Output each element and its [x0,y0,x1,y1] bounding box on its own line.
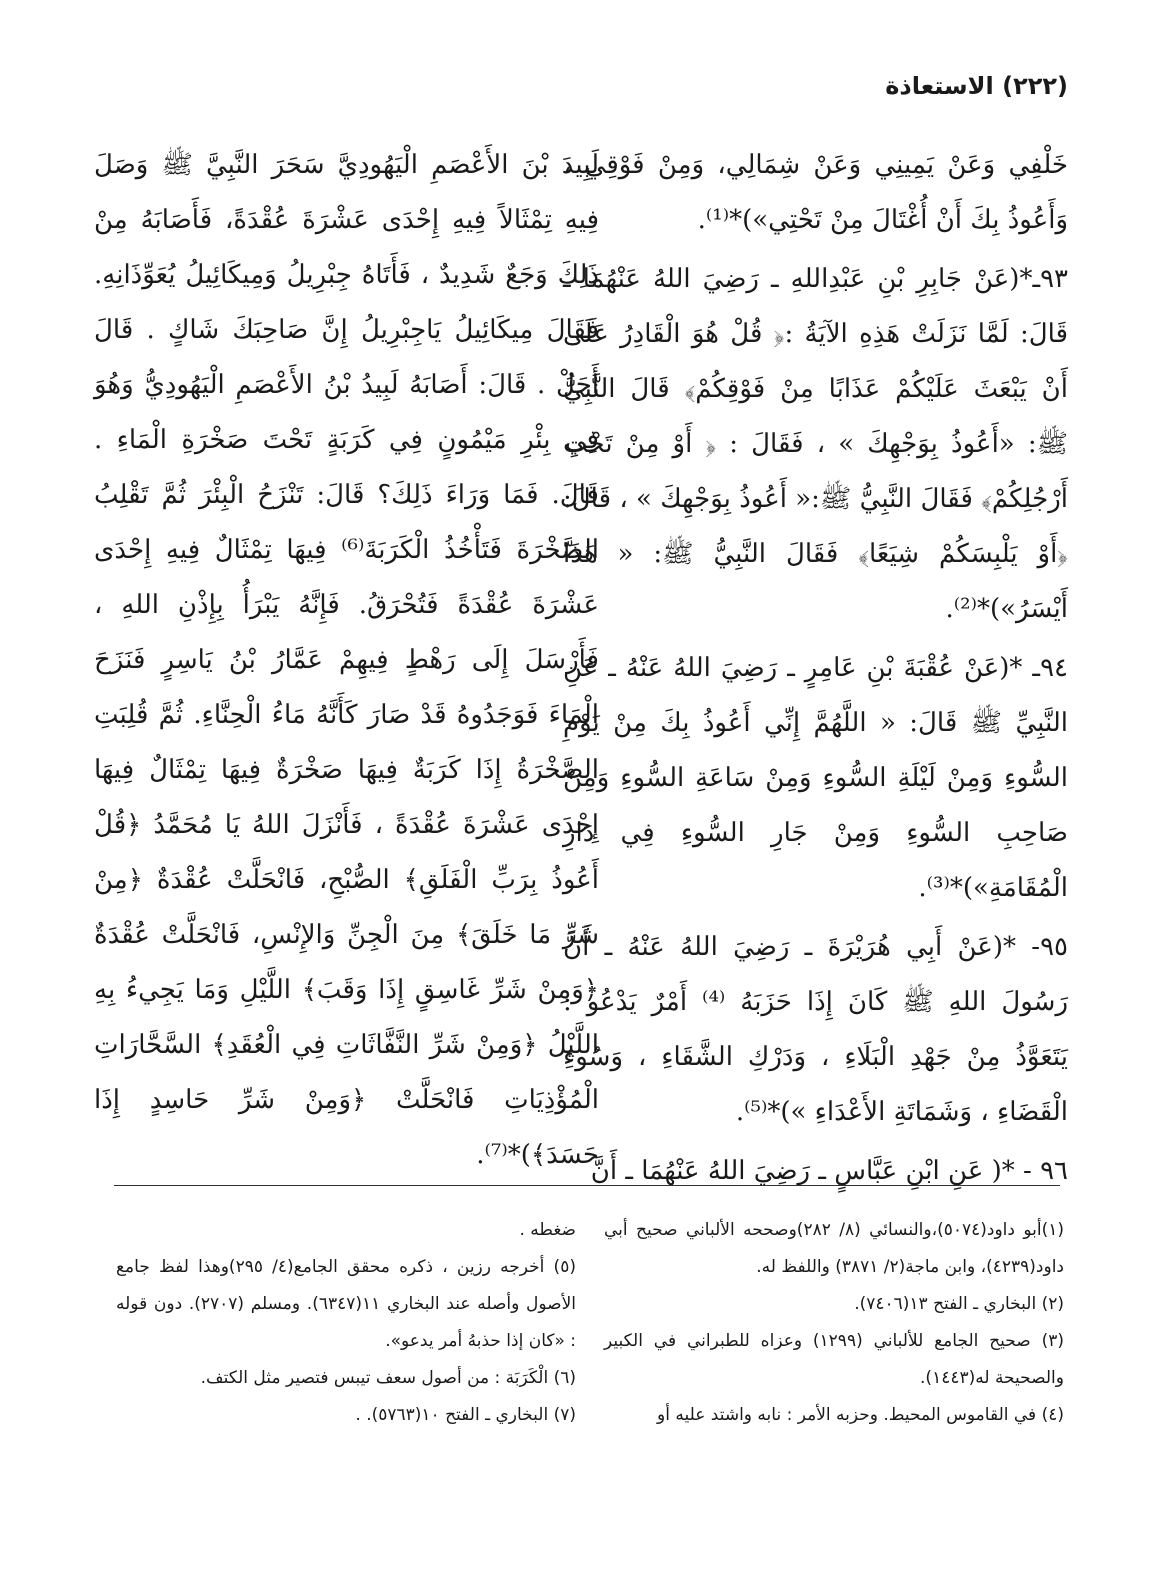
left-text-column [94,138,599,1183]
footnote-7: (٧) البخاري ـ الفتح ١٠(٥٧٦٣). . [355,1405,576,1425]
footnote-3: (٣) صحيح الجامع للألباني (١٢٩٩) وعزاه للطبراني في الكبير والصحيحة له(١٤٤٣). [604,1331,1064,1388]
footnote-4-continued: ضغطه . [519,1220,576,1240]
footnotes-right [604,1212,1064,1434]
footnote-6: (٦) الْكَرَبَة : من أصول سعف تيبس فتصير مثل الكتف. [200,1368,576,1388]
footnotes-left [116,1212,576,1434]
text-paragraph: خَلْفِي وَعَنْ يَمِينِي وَعَنْ شِمَالِي، وَمِنْ فَوْقِي ، وَأَعُوذُ بِكَ أَنْ أُغْتَالَ مِنْ تَحْتِي»)*⁽¹⁾. [563,150,1068,235]
hadith-95: ٩٥- *(عَنْ أَبِي هُرَيْرَةَ ـ رَضِيَ اللهُ عَنْهُ ـ أَنَّ رَسُولَ اللهِ ﷺ كَانَ إِذَا حَزَبَهُ ⁽⁴⁾ أَمْرٌ يَدْعُو : يَتَعَوَّذُ مِنْ جَهْدِ الْبَلَاءِ ، وَدَرْكِ الشَّقَاءِ ، وَسُوءِ الْقَضَاءِ ، وَشَمَاتَةِ الأَعْدَاءِ »)*⁽⁵⁾. [563,932,1069,1127]
footnote-4: (٤) في القاموس المحيط. وحزبه الأمر : نابه واشتد عليه أو [657,1405,1064,1425]
footnote-2: (٢) البخاري ـ الفتح ١٣(٧٤٠٦). [854,1294,1064,1314]
hadith-96: ٩٦ - *( عَنِ ابْنِ عَبَّاسٍ ـ رَضِيَ اللهُ عَنْهُمَا ـ أَنَّ [590,1156,1068,1186]
hadith-94: ٩٤ـ *(عَنْ عُقْبَةَ بْنِ عَامِرٍ ـ رَضِيَ اللهُ عَنْهُ ـ عَنِ النَّبِيِّ ﷺ قَالَ: « اللَّهُمَّ إِنِّي أَعُوذُ بِكَ مِنْ يَوْمِ السُّوءِ وَمِنْ لَيْلَةِ السُّوءِ وَمِنْ سَاعَةِ السُّوءِ وَمِنْ صَاحِبِ السُّوءِ وَمِنْ جَارِ السُّوءِ فِي دَارِ الْمُقَامَةِ»)*⁽³⁾. [563,653,1068,903]
right-text-column [563,138,1068,1199]
footnote-1: (١)أبو داود(٥٠٧٤)،والنسائي (٨/ ٢٨٢)وصححه الألباني صحيح أبي داود(٤٢٣٩)، وابن ماجة(٢/ ٣٨٧١) واللفظ له. [604,1220,1064,1277]
page-header [768,72,1068,100]
text-paragraph: لَبِيدَ بْنَ الأَعْصَمِ الْيَهُودِيَّ سَحَرَ النَّبِيَّ ﷺ وَصَلَ فِيهِ تِمْثَالاً فِيهِ إِحْدَى عَشْرَةَ عُقْدَةً، فَأَصَابَهُ مِنْ ذَلِكَ وَجَعٌ شَدِيدٌ ، فَأَتَاهُ جِبْرِيلُ وَمِيكَائِيلُ يُعَوِّذَانِهِ. فَقَالَ مِيكَائِيلُ يَاجِبْرِيلُ إِنَّ صَاحِبَكَ شَاكٍ . قَالَ أَجَلْ . قَالَ: أَصَابَهُ لَبِيدُ بْنُ الأَعْصَمِ الْيَهُودِيُّ وَهُوَ فِي بِئْرِ مَيْمُونٍ فِي كَرَبَةٍ تَحْتَ صَخْرَةِ الْمَاءِ . قَالَ. فَمَا وَرَاءَ ذَلِكَ؟ قَالَ: تَنْزَحُ الْبِئْرَ ثُمَّ تَقْلِبُ الصَّخْرَةَ فَتَأْخُذُ الْكَرَبَةَ⁽⁶⁾ فِيهَا تِمْثَالٌ فِيهِ إِحْدَى عَشْرَةَ عُقْدَةً فَتُحْرَقُ. فَإِنَّهُ يَبْرَأُ بِإِذْنِ اللهِ ، فَأَرْسَلَ إِلَى رَهْطٍ فِيهِمْ عَمَّارُ بْنُ يَاسِرٍ فَنَزَحَ الْمَاءَ فَوَجَدُوهُ قَدْ صَارَ كَأَنَّهُ مَاءُ الْحِنَّاءِ. ثُمَّ قُلِبَتِ الصَّخْرَةُ إِذَا كَرَبَةٌ فِيهَا صَخْرَةٌ فِيهَا تِمْثَالٌ فِيهَا إِحْدَى عَشْرَةَ عُقْدَةً ، فَأَنْزَلَ اللهُ يَا مُحَمَّدُ ﴿قُلْ أَعُوذُ بِرَبِّ الْفَلَقِ﴾ الصُّبْحِ، فَانْحَلَّتْ عُقْدَةٌ ﴿مِنْ شَرِّ مَا خَلَقَ﴾ مِنَ الْجِنِّ وَالإِنْسِ، فَانْحَلَّتْ عُقْدَةٌ ﴿وَمِنْ شَرِّ غَاسِقٍ إِذَا وَقَبَ﴾ اللَّيْلِ وَمَا يَجِيءُ بِهِ اللَّيْلُ ﴿وَمِنْ شَرِّ النَّفَّاثَاتِ فِي الْعُقَدِ﴾ السَّحَّارَاتِ الْمُؤْذِيَاتِ فَانْحَلَّتْ ﴿وَمِنْ شَرِّ حَاسِدٍ إِذَا حَسَدَ﴾)*⁽⁷⁾. [94,150,599,1170]
page-title: (٢٢٢) الاستعاذة [885,72,1068,100]
footnote-divider [114,1185,1060,1186]
hadith-93: ٩٣ـ*(عَنْ جَابِرِ بْنِ عَبْدِاللهِ ـ رَضِيَ اللهُ عَنْهُمَا ـ قَالَ: لَمَّا نَزَلَتْ هَذِهِ الآيَةُ :﴿ قُلْ هُوَ الْقَادِرُ عَلَى أَنْ يَبْعَثَ عَلَيْكُمْ عَذَابًا مِنْ فَوْقِكُمْ﴾ قَالَ النَّبِيُّ ﷺ: «أَعُوذُ بِوَجْهِكَ » ، فَقَالَ : ﴿ أَوْ مِنْ تَحْتِ أَرْجُلِكُمْ﴾ فَقَالَ النَّبِيُّ ﷺ:« أَعُوذُ بِوَجْهِكَ » ، قَالَ: ﴿أَوْ يَلْبِسَكُمْ شِيَعًا﴾ فَقَالَ النَّبِيُّ ﷺ: « هَذَا أَيْسَرُ»)*⁽²⁾. [563,264,1068,624]
footnote-5: (٥) أخرجه رزين ، ذكره محقق الجامع(٤/ ٢٩٥)وهذا لفظ جامع الأصول وأصله عند البخاري ١١(٦٣٤٧). ومسلم (٢٧٠٧). دون قوله : «كان إذا حذبهُ أمر يدعو». [116,1257,576,1351]
